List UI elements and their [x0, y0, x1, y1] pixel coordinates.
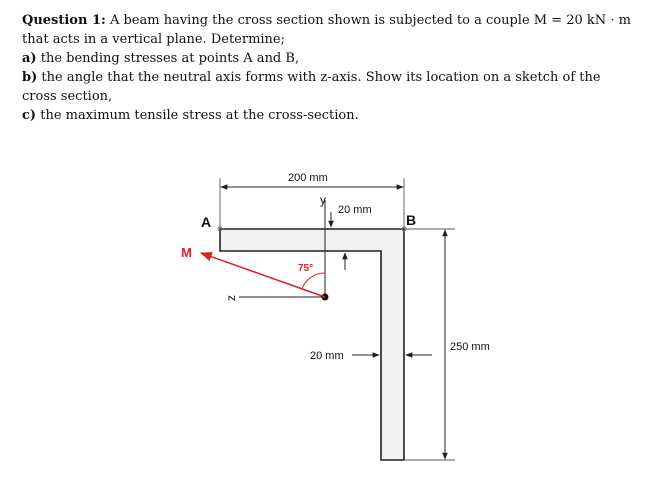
angle-arc	[302, 273, 325, 289]
question-part-a: a) the bending stresses at points A and B,	[22, 51, 300, 66]
width-dimension-label: 200 mm	[288, 172, 328, 184]
question-part-b: b) the angle that the neutral axis forms with z-axis. Show its location on a sketch of the cross section,	[22, 70, 601, 104]
point-a-label: A	[201, 214, 212, 230]
angle-label: 75°	[298, 263, 314, 274]
question-intro-text: A beam having the cross section shown is subjected to a couple M = 20 kN · m that acts in a vertical plane. Determine;	[22, 13, 631, 47]
web-thickness-label: 20 mm	[310, 350, 344, 362]
moment-vector	[201, 253, 325, 297]
moment-label: M	[181, 245, 192, 260]
height-dimension-label: 250 mm	[450, 341, 490, 353]
question-heading: Question 1:	[22, 13, 106, 28]
z-axis-label: z	[224, 295, 238, 301]
point-b-label: B	[406, 212, 417, 228]
question-part-c: c) the maximum tensile stress at the cross-section.	[22, 108, 359, 123]
top-thickness-label: 20 mm	[338, 204, 372, 216]
y-axis-label: y	[320, 193, 326, 207]
